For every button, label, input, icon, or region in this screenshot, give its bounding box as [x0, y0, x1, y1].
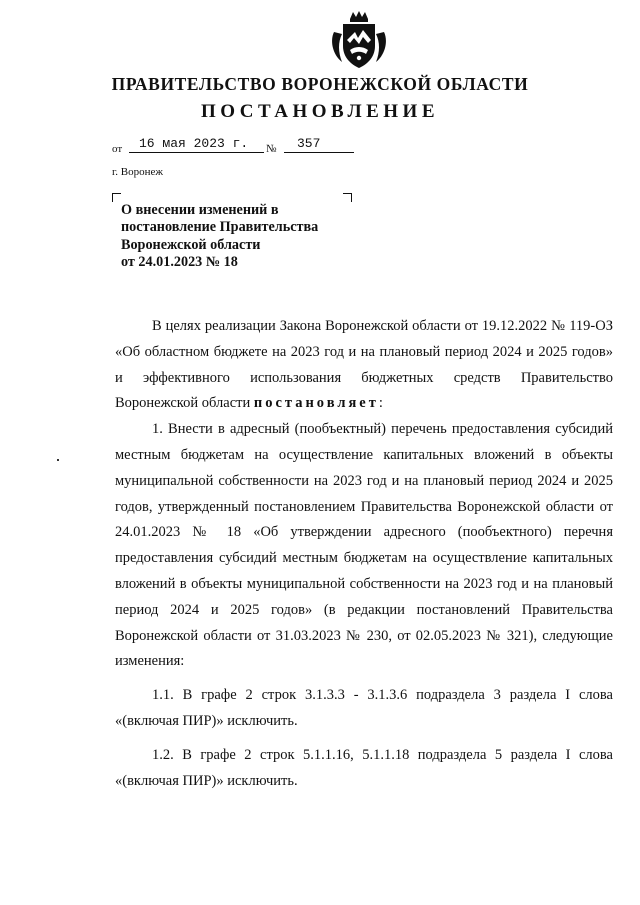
document-type-title: ПОСТАНОВЛЕНИЕ: [200, 101, 440, 122]
subject-line: О внесении изменений в: [121, 202, 279, 218]
subject-line: постановление Правительства: [121, 219, 319, 236]
subject-corner-right: [343, 193, 352, 202]
subject-line: Воронежской области: [121, 236, 261, 253]
subject-block: [121, 202, 361, 272]
document-number: 357: [297, 136, 321, 151]
item-1-paragraph: 1. Внести в адресный (пообъектный) перечень предоставления субсидий местным бюджетам на осуществление капитальных вложений в объекты муниципальной собственности на 2023 год и на плановый период 2024 и 2025 годов, утвержденный постановлением Правительства Воронежской области от 24.01.2023 № 18 «Об утверждении адресного (пообъектного) перечня предоставления субсидий местным бюджетам на осуществление капитальных вложений в объекты муниципальной собственности на 2023 год и на плановый период 2024 и 2025 годов» (в редакции постановлений Правительства Воронежской области от 31.03.2023 № 230, от 02.05.2023 № 321), следующие изменения:: [115, 421, 613, 670]
document-date: 16 мая 2023 г.: [139, 136, 249, 151]
city: г. Воронеж: [112, 166, 163, 178]
government-title: ПРАВИТЕЛЬСТВО ВОРОНЕЖСКОЙ ОБЛАСТИ: [111, 74, 529, 94]
document-body: [115, 314, 613, 794]
number-prefix: №: [266, 143, 277, 155]
preamble-paragraph: [115, 314, 613, 417]
preamble-text: В целях реализации Закона Воронежской области от 19.12.2022 № 119-ОЗ «Об областном бюджете на 2023 год и на плановый период 2024 и 2025 годов» и эффективного использования бюджетных средств Правительство Воронежской области: [115, 318, 613, 412]
date-number-line: [112, 136, 372, 156]
preamble-end: :: [378, 395, 383, 412]
subject-corner-left: [112, 193, 121, 202]
coat-of-arms-icon: [328, 10, 390, 70]
subject-line: от 24.01.2023 № 18: [121, 254, 238, 271]
preamble-verb: постановляет: [253, 395, 379, 412]
date-prefix: от: [112, 143, 123, 155]
scan-speck: [57, 459, 59, 461]
date-underline: [129, 152, 264, 153]
item-1-2-paragraph: 1.2. В графе 2 строк 5.1.1.16, 5.1.1.18 подраздела 5 раздела I слова «(включая ПИР)» исключить.: [115, 746, 613, 789]
number-underline: [284, 152, 354, 153]
item-1-1-paragraph: 1.1. В графе 2 строк 3.1.3.3 - 3.1.3.6 подраздела 3 раздела I слова «(включая ПИР)» исключить.: [115, 687, 613, 729]
